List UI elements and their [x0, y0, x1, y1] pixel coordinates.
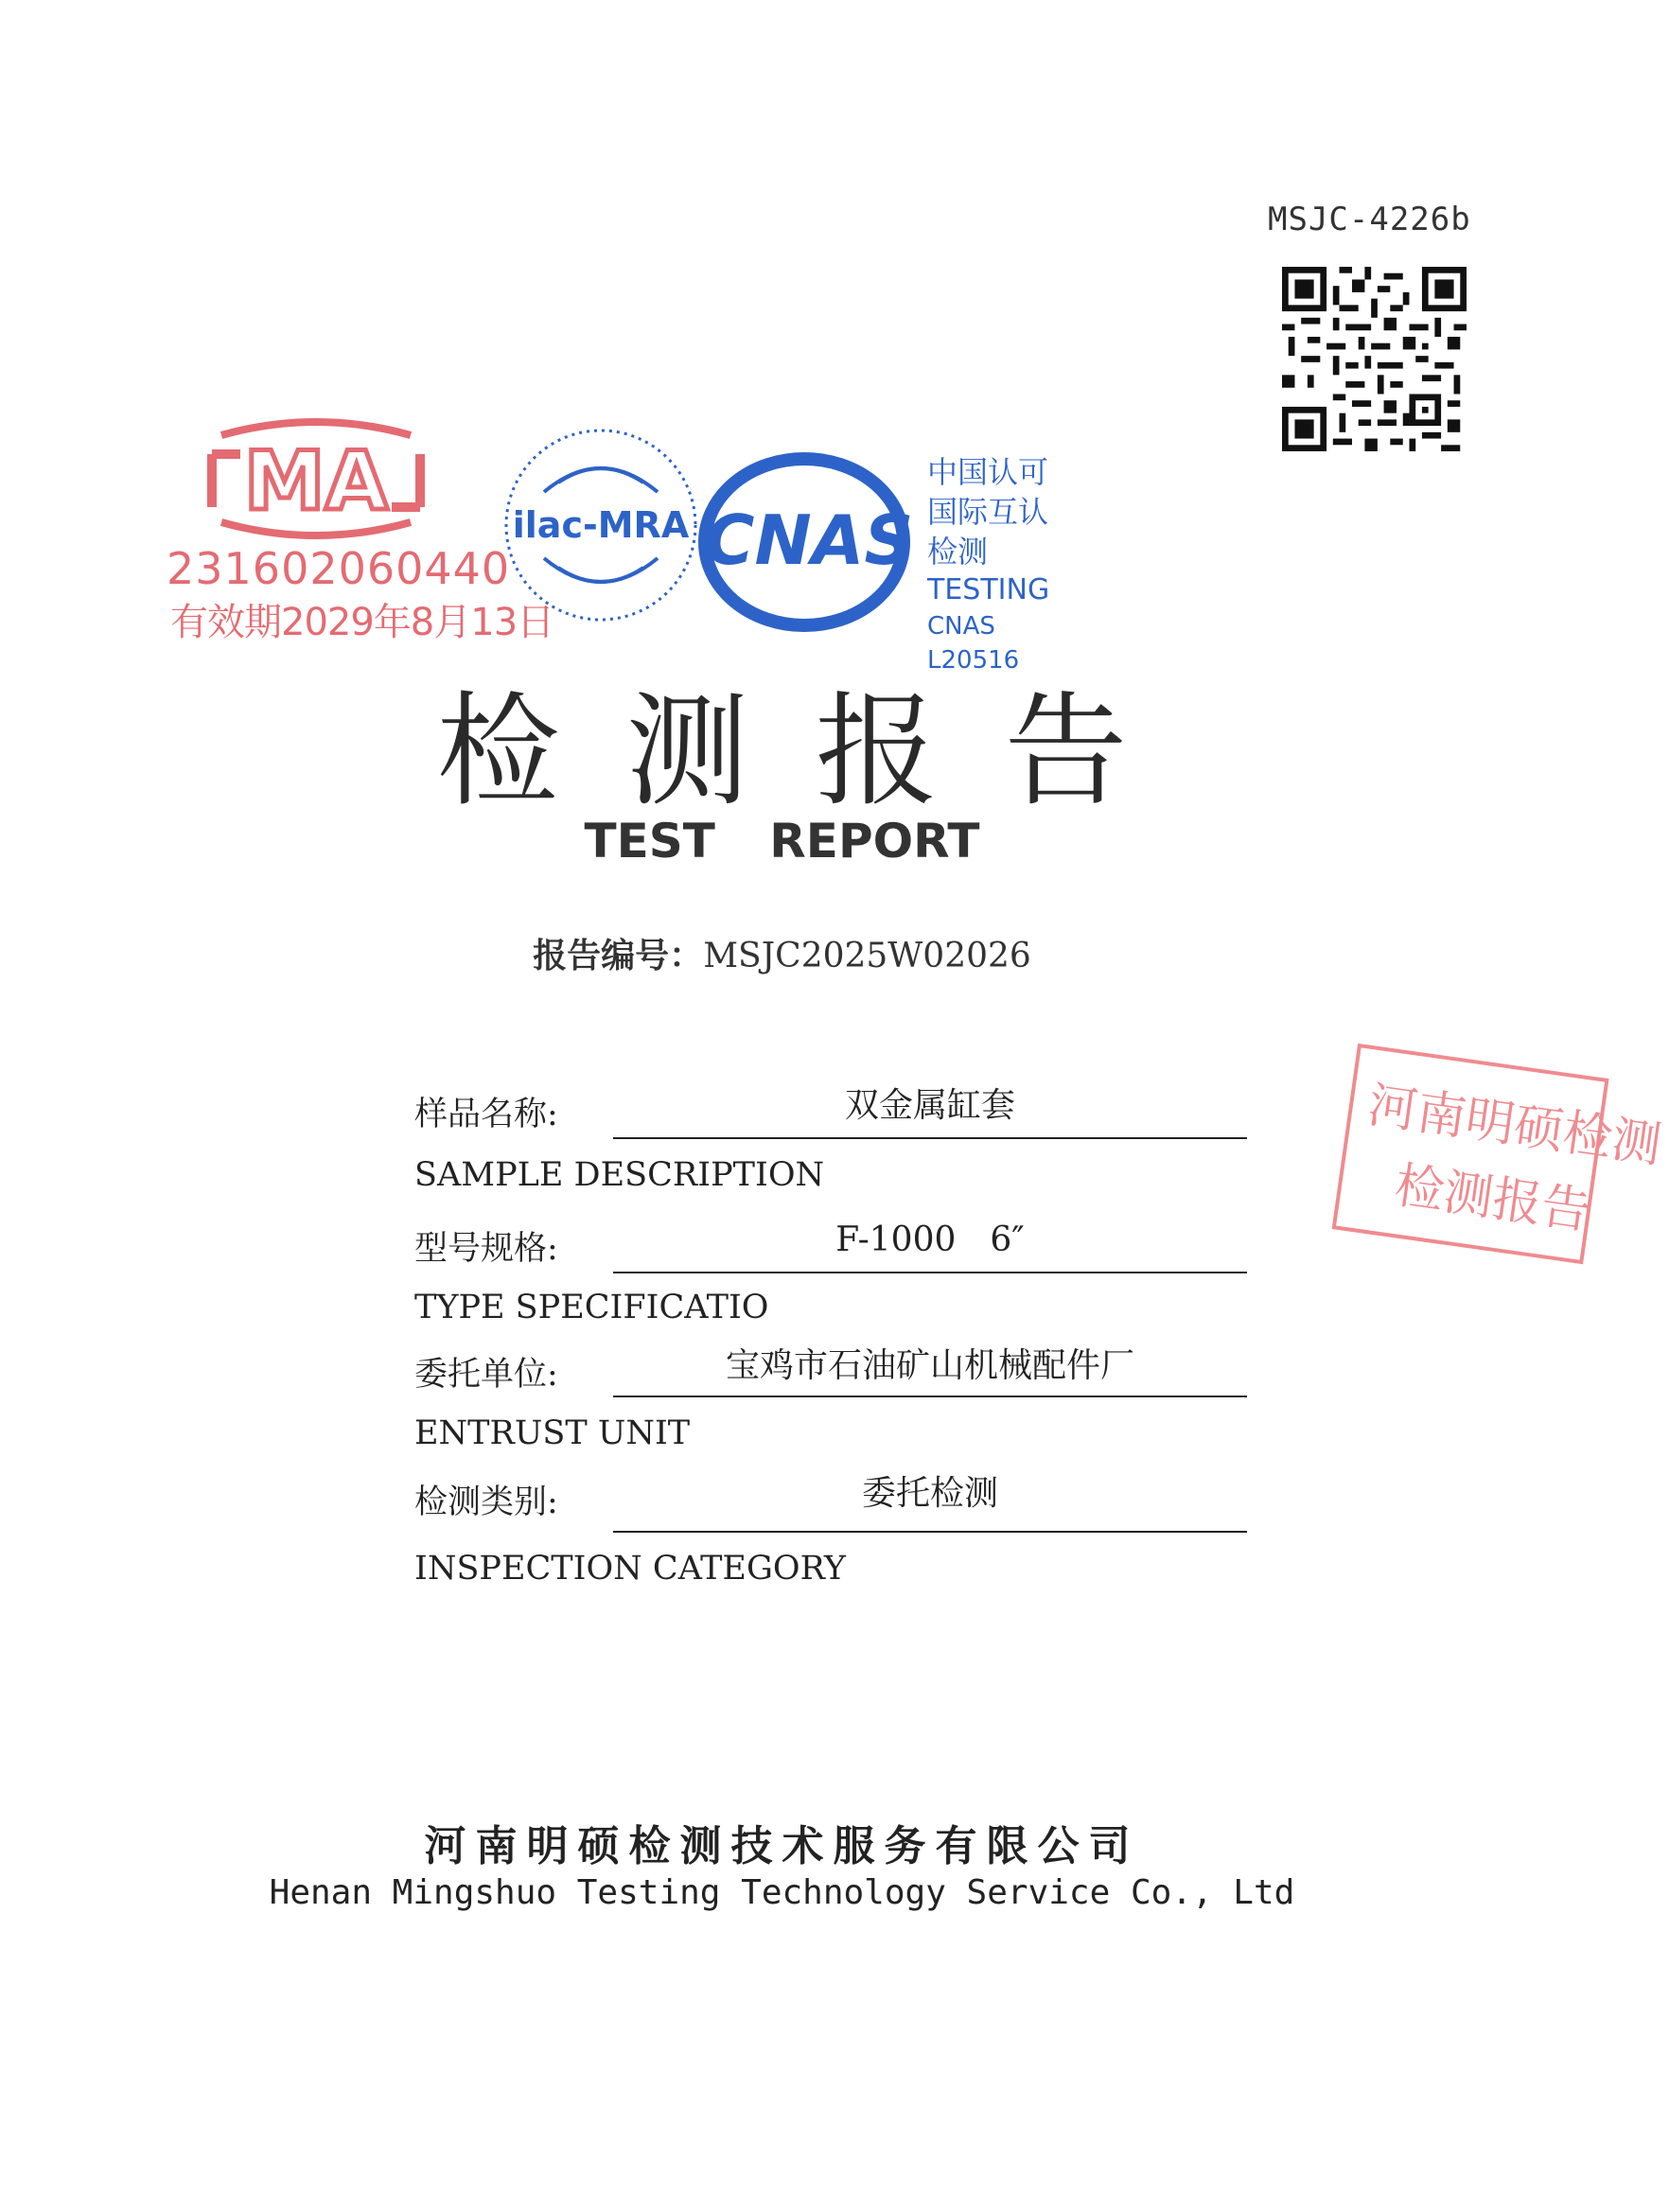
- model-spec-sub: TYPE SPECIFICATIO: [414, 1289, 769, 1326]
- report-number-value: MSJC2025W02026: [703, 937, 1031, 975]
- page-title-en: TEST REPORT: [584, 814, 980, 869]
- cnas-side-text: [927, 452, 1088, 677]
- cma-logo: [193, 416, 439, 541]
- cnas-cn-line-1: 中国认可: [927, 454, 1049, 490]
- inspection-category-value: 委托检测: [861, 1474, 998, 1513]
- model-spec-value: F-1000 6″: [835, 1220, 1025, 1259]
- cma-number: 231602060440: [167, 543, 511, 594]
- sample-name-value: 双金属缸套: [844, 1086, 1015, 1125]
- qr-code: [1282, 267, 1467, 451]
- entrust-unit-underline: [613, 1396, 1247, 1397]
- inspection-category-label: 检测类别:: [414, 1483, 558, 1521]
- document-code: MSJC-4226b: [1268, 201, 1471, 238]
- red-seal-line-2: 检测报告: [1391, 1157, 1594, 1241]
- entrust-unit-label: 委托单位:: [414, 1356, 558, 1394]
- ilac-mra-seal: [501, 426, 700, 624]
- model-spec-label: 型号规格:: [414, 1230, 558, 1268]
- company-name-cn: 河南明硕检测技术服务有限公司: [424, 1822, 1140, 1870]
- cnas-seal: [700, 452, 918, 632]
- cnas-cn-line-3: 检测: [927, 534, 989, 570]
- report-number-label: 报告编号：: [533, 937, 704, 975]
- entrust-unit-sub: ENTRUST UNIT: [414, 1414, 691, 1452]
- report-number: [0, 929, 1564, 977]
- sample-name-label: 样品名称:: [414, 1096, 558, 1133]
- cnas-number: CNAS L20516: [927, 612, 1020, 675]
- model-spec-underline: [613, 1272, 1247, 1273]
- inspection-category-underline: [613, 1531, 1247, 1533]
- sample-name-sub: SAMPLE DESCRIPTION: [414, 1156, 825, 1194]
- entrust-unit-value: 宝鸡市石油矿山机械配件厂: [725, 1346, 1134, 1385]
- svg-text:MA: MA: [243, 434, 389, 529]
- inspection-category-sub: INSPECTION CATEGORY: [414, 1550, 846, 1588]
- company-name-en: Henan Mingshuo Testing Technology Service Co., Ltd: [269, 1873, 1295, 1912]
- sample-name-underline: [613, 1137, 1247, 1139]
- red-seal-stamp: [1331, 1044, 1665, 1265]
- svg-text:ilac-MRA: ilac-MRA: [512, 504, 690, 546]
- svg-text:CNAS: CNAS: [704, 500, 914, 580]
- cma-validity: 有效期2029年8月13日: [170, 601, 554, 644]
- page-title: 检测报告: [436, 679, 1194, 823]
- cnas-cn-line-2: 国际互认: [927, 494, 1049, 530]
- cnas-testing: TESTING: [927, 573, 1050, 606]
- red-seal-line-1: 河南明硕检测: [1364, 1077, 1665, 1175]
- cma-stamp: [167, 413, 554, 649]
